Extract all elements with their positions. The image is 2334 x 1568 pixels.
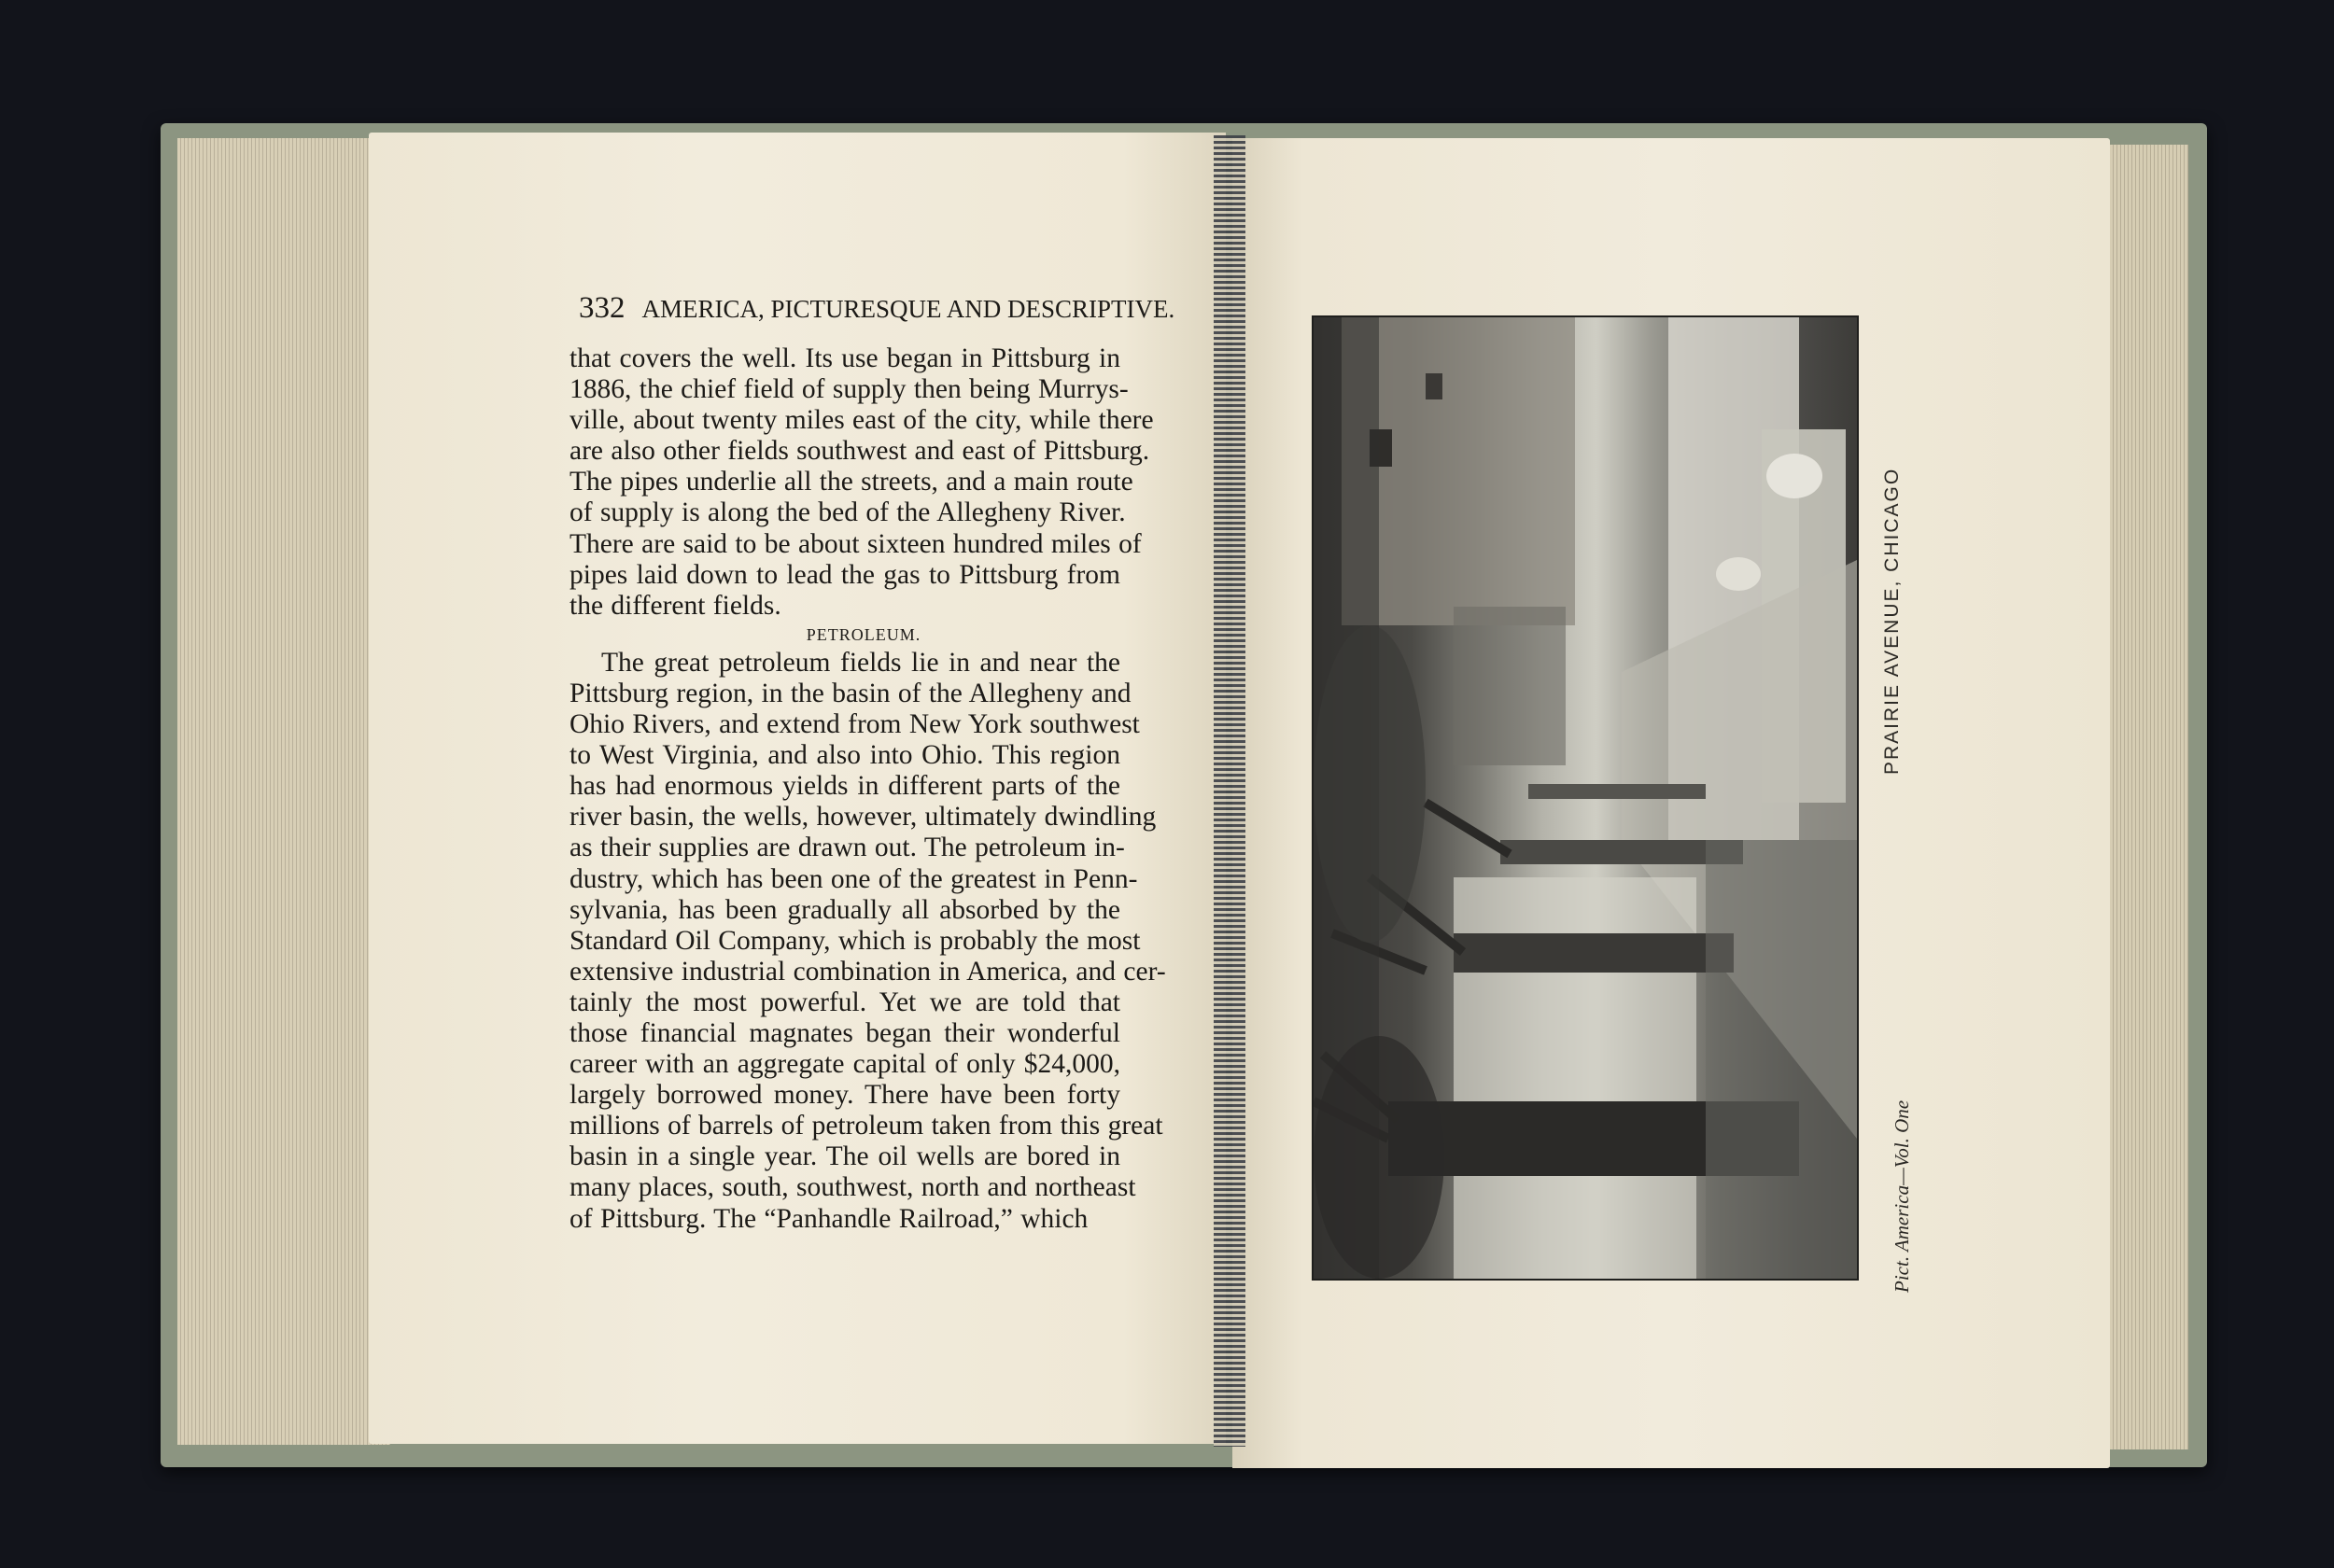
text-line: many places, south, southwest, north and northeast (569, 1172, 1136, 1203)
text-line: dustry, which has been one of the greatest in Penn- (569, 863, 1138, 894)
text-line: to West Virginia, and also into Ohio. This region (569, 740, 1120, 771)
body-text (569, 343, 1166, 1235)
text-line: basin in a single year. The oil wells are bored in (569, 1141, 1120, 1172)
text-line: Ohio Rivers, and extend from New York southwest (569, 709, 1140, 740)
text-line: those financial magnates began their wonderful (569, 1017, 1120, 1048)
text-line: has had enormous yields in different parts of the (569, 771, 1120, 802)
street-scene-illustration (1314, 317, 1857, 1279)
plate-caption-text: PRAIRIE AVENUE, CHICAGO (1881, 467, 1903, 775)
text-line: The pipes underlie all the streets, and a main route (569, 467, 1133, 497)
paragraph-gas (569, 343, 1154, 622)
text-line: There are said to be about sixteen hundred miles of (569, 528, 1142, 559)
plate-photograph (1312, 315, 1859, 1281)
text-line: Pittsburg region, in the basin of the Allegheny and (569, 678, 1132, 708)
text-line: the different fields. (569, 590, 781, 621)
page-edges-left (177, 138, 390, 1445)
text-line: millions of barrels of petroleum taken from this great (569, 1111, 1163, 1141)
plate-caption (1881, 467, 1903, 776)
text-line: ville, about twenty miles east of the city, while there (569, 405, 1154, 436)
running-header (579, 291, 1175, 326)
book-spine-gutter (1214, 135, 1245, 1447)
text-line: that covers the well. Its use began in Pittsburg in (569, 343, 1120, 373)
plate-credit-text: Pict. America—Vol. One (1891, 1099, 1913, 1293)
text-line: as their supplies are drawn out. The petroleum in- (569, 833, 1125, 863)
paragraph-petroleum (569, 647, 1166, 1235)
text-line: Standard Oil Company, which is probably the most (569, 925, 1141, 956)
text-line: pipes laid down to lead the gas to Pittsburg from (569, 559, 1120, 590)
text-line: river basin, the wells, however, ultimately dwindling (569, 802, 1157, 833)
text-line: are also other fields southwest and east of Pittsburg. (569, 436, 1150, 467)
running-head-title: AMERICA, PICTURESQUE AND DESCRIPTIVE. (641, 295, 1175, 323)
text-line: tainly the most powerful. Yet we are told that (569, 987, 1120, 1017)
text-line: largely borrowed money. There have been forty (569, 1080, 1120, 1111)
page-number: 332 (579, 291, 626, 325)
text-line: The great petroleum fields lie in and near the (601, 647, 1120, 678)
text-line: extensive industrial combination in America, and cer- (569, 956, 1166, 987)
section-heading: PETROLEUM. (806, 624, 921, 644)
text-line: 1886, the chief field of supply then being Murrys- (569, 374, 1129, 405)
text-line: sylvania, has been gradually all absorbed by the (569, 894, 1120, 925)
text-line: career with an aggregate capital of only $24,000, (569, 1049, 1120, 1080)
text-line: of supply is along the bed of the Allegheny River. (569, 497, 1126, 528)
text-line: of Pittsburg. The “Panhandle Railroad,” which (569, 1203, 1089, 1234)
